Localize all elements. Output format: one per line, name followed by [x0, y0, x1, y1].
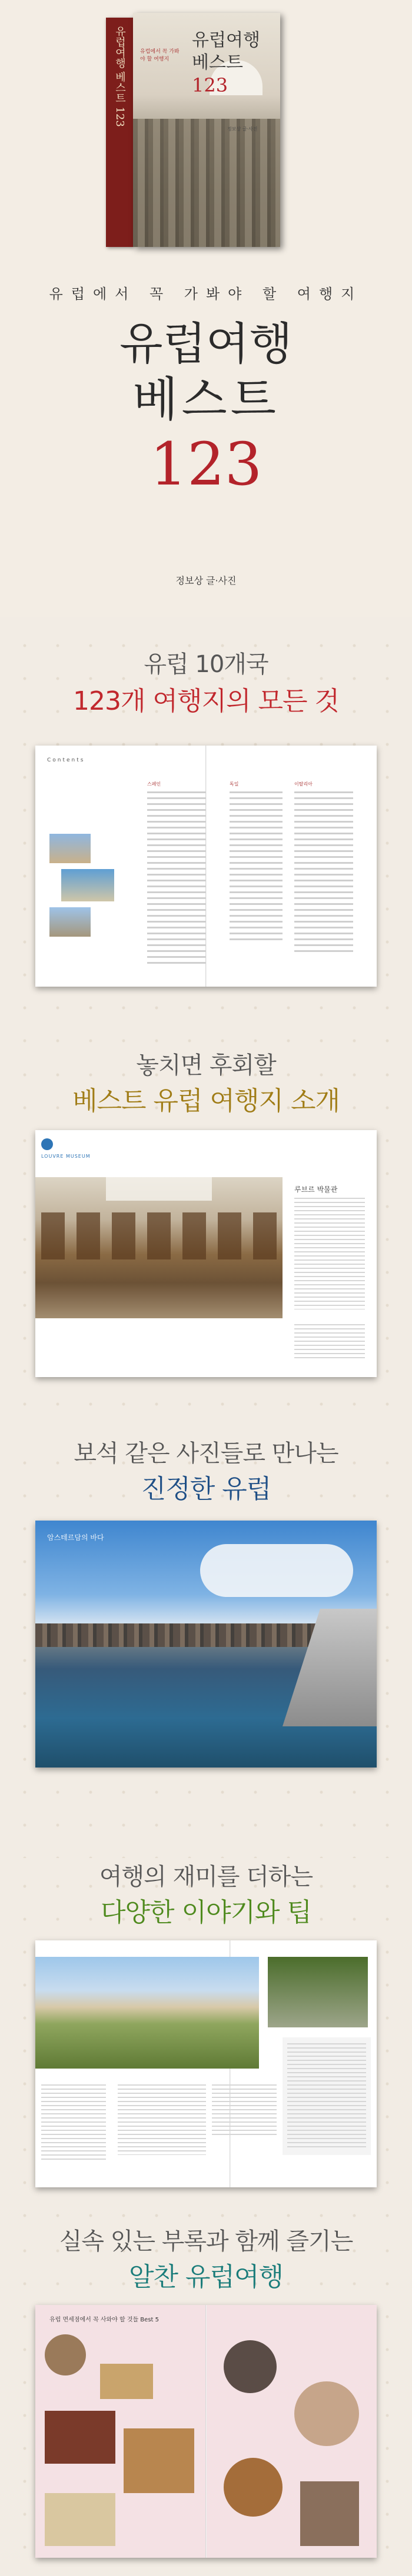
hero-author: 정보상 글·사진 — [175, 575, 237, 586]
book-cover-tagline: 유럽에서 꼭 가봐야 할 여행지 — [140, 49, 180, 62]
section-4-line1: 여행의 재미를 더하는 — [99, 1863, 313, 1890]
stories-photo-garden — [35, 1957, 259, 2069]
contents-list-col-1 — [147, 791, 206, 968]
section-3-line1: 보석 같은 사진들로 만나는 — [74, 1440, 338, 1467]
stories-text-1 — [41, 2084, 106, 2161]
contents-list-col-3 — [294, 791, 353, 956]
section-stories — [0, 1858, 412, 2223]
book-cover-title: 유럽여행 베스트 123 — [192, 30, 260, 96]
appendix-item-2 — [100, 2364, 153, 2399]
hero-title-line2: 베스트 — [132, 372, 280, 427]
stories-tip-box — [283, 2037, 371, 2155]
contents-heading: Contents — [47, 757, 85, 763]
appendix-item-6 — [224, 2340, 277, 2393]
museum-text-lower — [294, 1324, 365, 1359]
appendix-item-9 — [300, 2481, 359, 2546]
museum-skylight — [106, 1177, 212, 1201]
museum-paintings — [41, 1212, 277, 1259]
section-5-line1: 실속 있는 부록과 함께 즐기는 — [59, 2228, 353, 2255]
contents-photo-1 — [49, 834, 91, 863]
section-2-line2: 베스트 유럽 여행지 소개 — [72, 1086, 340, 1116]
stories-text-2 — [118, 2084, 206, 2155]
city-title: 암스테르담의 바다 — [47, 1533, 104, 1542]
contents-photo-3 — [49, 907, 91, 937]
contents-col-title-1: 스페인 — [147, 781, 161, 787]
section-2-line1: 놓치면 후회할 — [136, 1052, 276, 1079]
appendix-spread — [35, 2305, 377, 2558]
book-spine-title: 유럽여행 베스트 123 — [114, 26, 126, 127]
section-5-line2: 알찬 유럽여행 — [128, 2262, 283, 2292]
contents-photo-2 — [61, 869, 114, 901]
section-appendix — [0, 2223, 412, 2576]
book-spine — [106, 18, 133, 247]
contents-col-title-2: 독일 — [230, 781, 239, 787]
section-1-line1: 유럽 10개국 — [144, 651, 268, 678]
stories-photo-statue — [268, 1957, 368, 2027]
book-cover — [106, 13, 283, 248]
appendix-title: 유럽 면세점에서 꼭 사와야 할 것들 Best 5 — [49, 2317, 159, 2323]
section-museum — [0, 1047, 412, 1435]
appendix-item-3 — [45, 2411, 115, 2464]
section-photos — [0, 1435, 412, 1858]
section-1-line2: 123개 여행지의 모든 것 — [73, 686, 339, 716]
hero-title — [0, 318, 412, 500]
appendix-item-1 — [45, 2334, 86, 2375]
appendix-item-7 — [294, 2381, 359, 2446]
contents-col-title-3: 이탈리아 — [294, 781, 313, 787]
section-4-line2: 다양한 이야기와 팁 — [100, 1897, 311, 1927]
museum-badge: LOUVRE MUSEUM — [41, 1154, 91, 1159]
museum-title: 루브르 박물관 — [294, 1185, 338, 1194]
contents-spread — [35, 746, 377, 987]
museum-spread — [35, 1130, 377, 1377]
contents-list-col-2 — [230, 791, 283, 944]
section-contents — [0, 617, 412, 1047]
city-photo — [35, 1521, 377, 1768]
book-cover-author: 정보상 글·사진 — [227, 126, 258, 132]
appendix-item-5 — [45, 2493, 115, 2546]
appendix-item-8 — [224, 2458, 283, 2517]
city-spread — [35, 1521, 377, 1768]
section-3-line2: 진정한 유럽 — [141, 1474, 271, 1504]
city-clouds — [200, 1544, 353, 1597]
hero-section — [0, 0, 412, 617]
museum-photo — [35, 1177, 283, 1318]
building-rows — [133, 119, 280, 247]
stories-text-3 — [212, 2084, 277, 2137]
museum-badge-icon — [41, 1138, 53, 1150]
hero-tagline: 유럽에서 꼭 가봐야 할 여행지 — [49, 286, 363, 302]
stories-spread — [35, 1940, 377, 2187]
appendix-item-4 — [124, 2428, 194, 2493]
hero-title-line3: 123 — [149, 430, 263, 499]
book-front — [133, 13, 280, 247]
hero-title-line1: 유럽여행 — [119, 318, 293, 370]
museum-text — [294, 1198, 365, 1309]
